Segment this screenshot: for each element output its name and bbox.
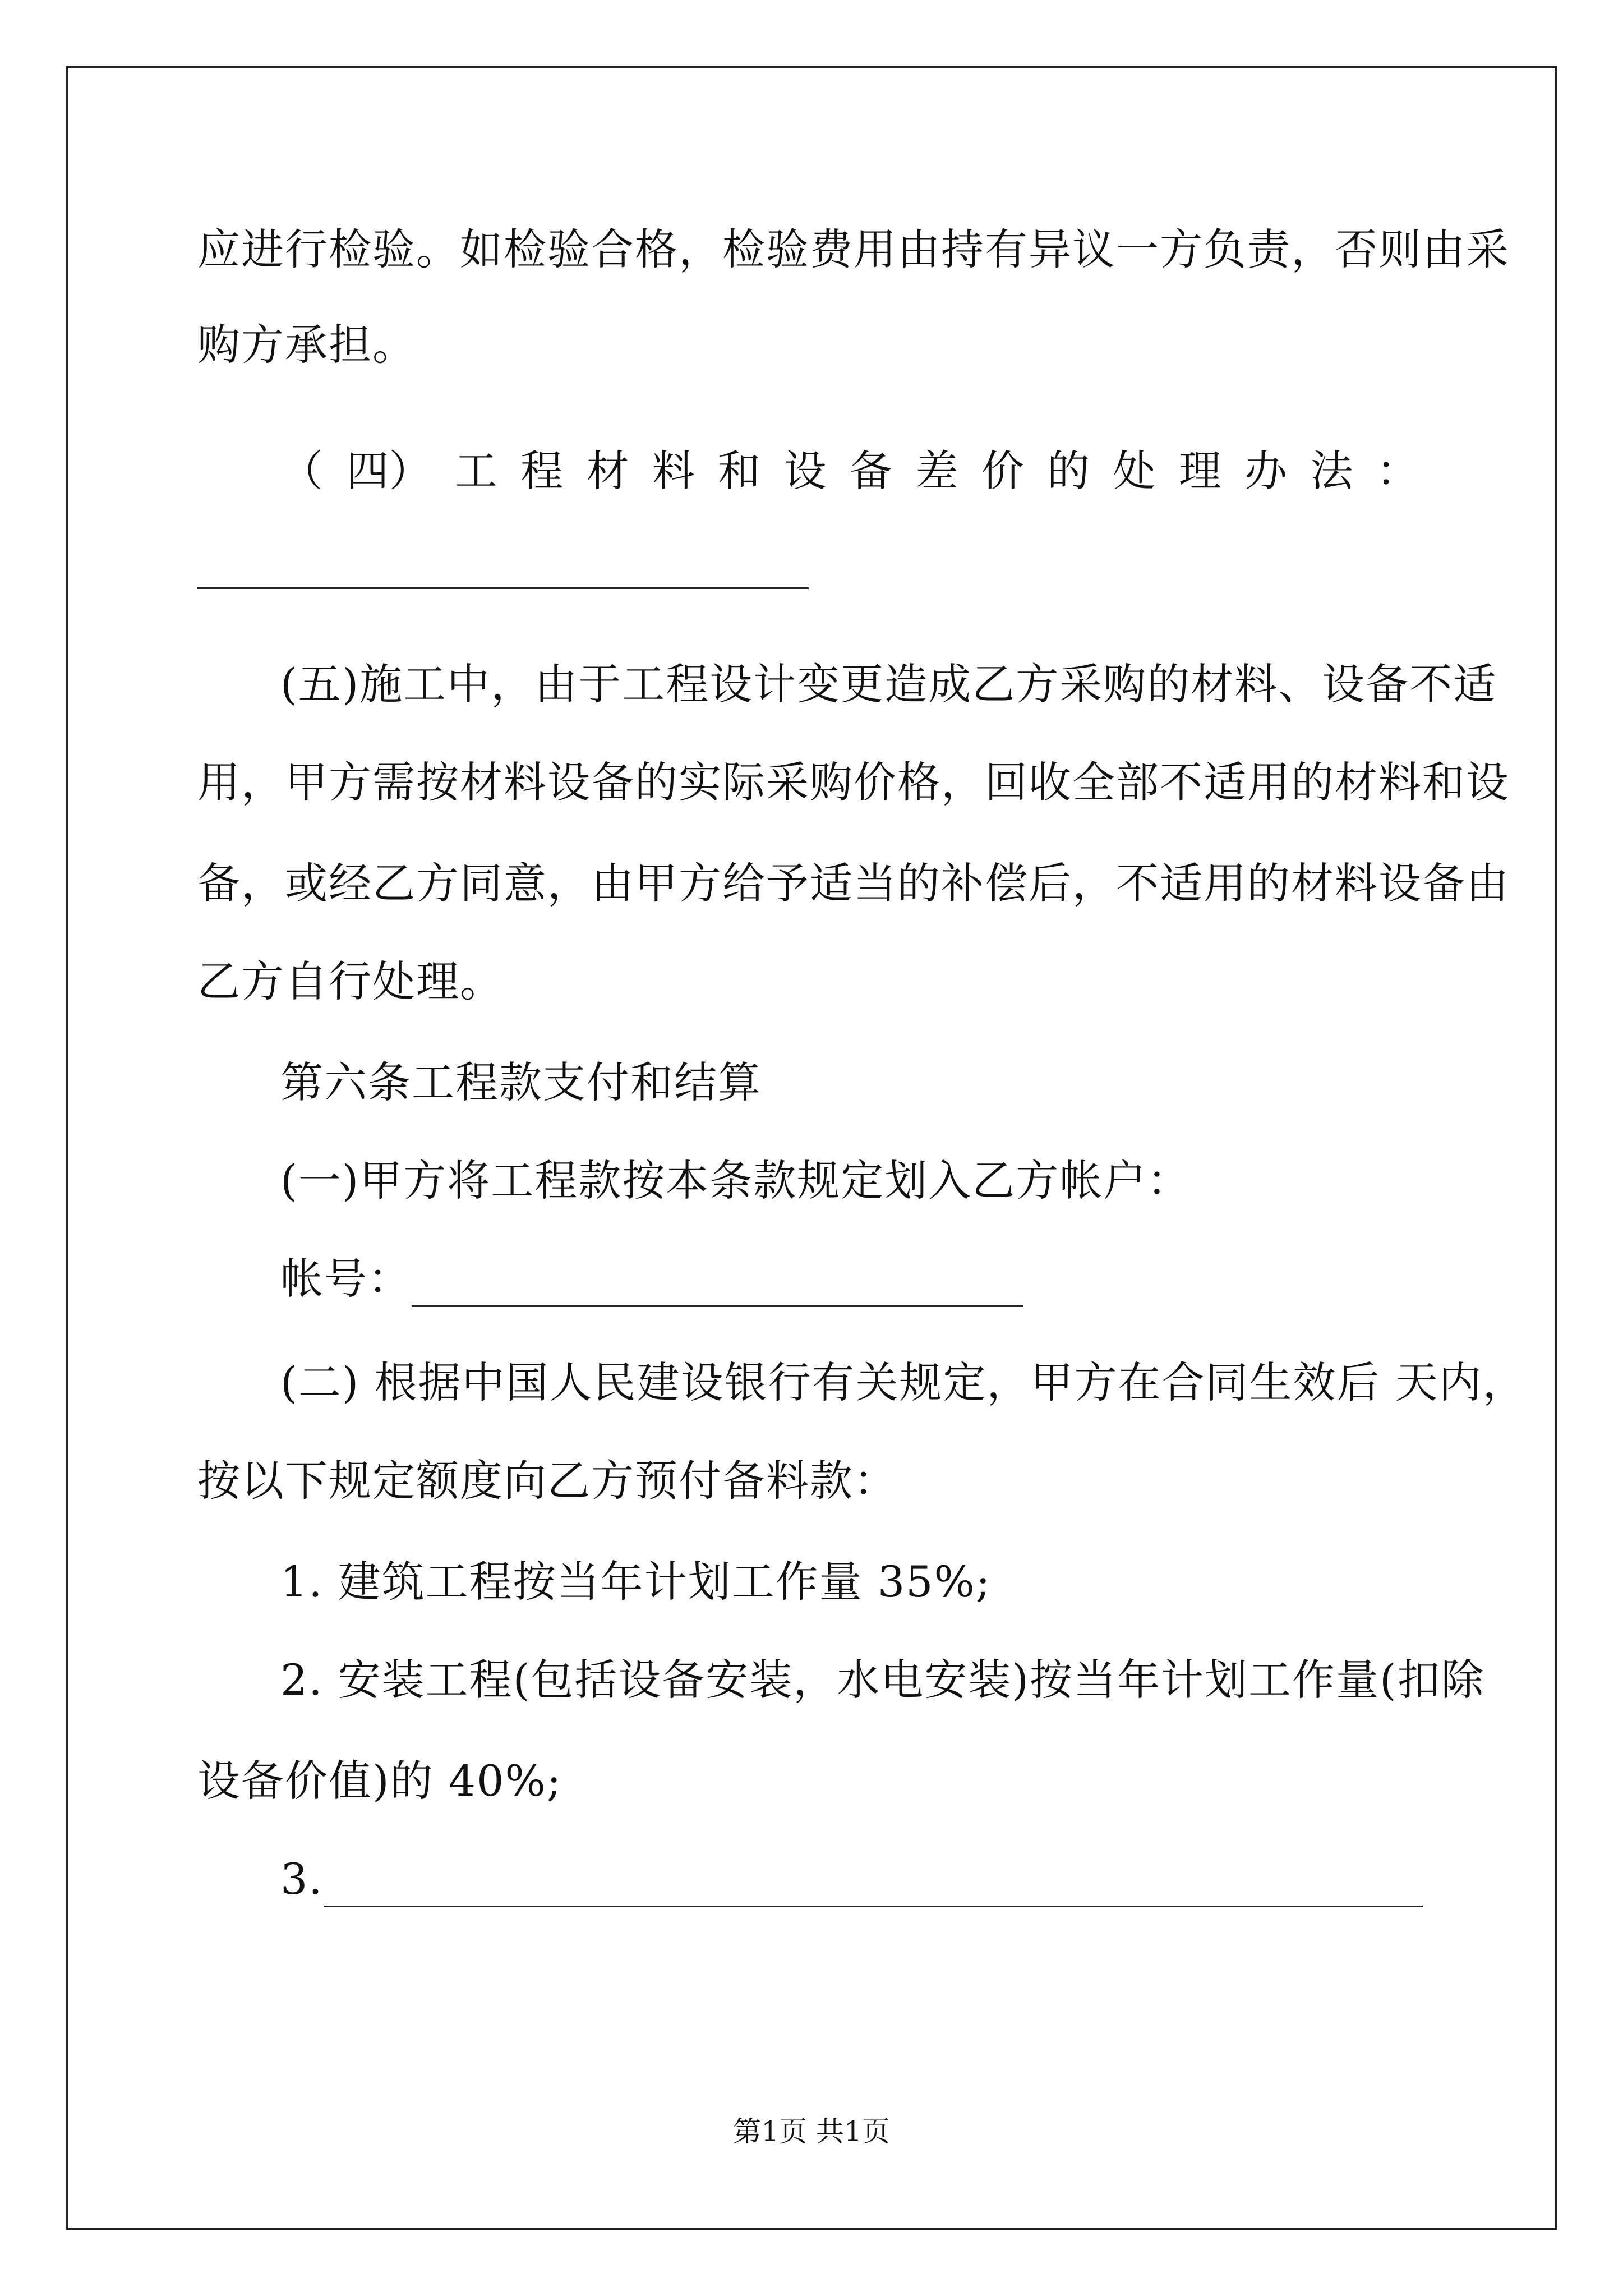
account-label: 帐号： bbox=[280, 1254, 412, 1304]
fill-in-blank[interactable] bbox=[197, 548, 809, 589]
heading-char: 和 bbox=[718, 446, 761, 496]
paragraph-line: 备，或经乙方同意，由甲方给予适当的补偿后，不适用的材料设备由 bbox=[197, 858, 1510, 908]
heading-char: ： bbox=[1376, 446, 1419, 496]
heading-char: 设 bbox=[783, 446, 827, 496]
article-heading: 第六条工程款支付和结算 bbox=[280, 1057, 762, 1107]
heading-char: 料 bbox=[652, 446, 695, 496]
list-item-number: 3. bbox=[280, 1854, 324, 1904]
fill-in-blank-line bbox=[197, 533, 809, 589]
account-number-blank[interactable] bbox=[412, 1266, 1023, 1307]
paragraph-line: 乙方自行处理。 bbox=[197, 956, 504, 1006]
heading-char: （ bbox=[280, 446, 323, 496]
fill-in-blank[interactable] bbox=[324, 1866, 1423, 1907]
account-line bbox=[280, 1251, 1023, 1307]
heading-char: 价 bbox=[981, 446, 1024, 496]
heading-char: 备 bbox=[850, 446, 892, 496]
list-item: 1. 建筑工程按当年计划工作量 35%; bbox=[280, 1557, 992, 1607]
page-footer: 第1页 共1页 bbox=[733, 2115, 890, 2148]
paragraph-line: (一)甲方将工程款按本条款规定划入乙方帐户： bbox=[280, 1156, 1191, 1205]
list-item-continuation: 设备价值)的 40%; bbox=[197, 1756, 562, 1806]
heading-char: 法 bbox=[1310, 446, 1353, 496]
heading-char: 工 bbox=[454, 446, 497, 496]
paragraph-line: 用，甲方需按材料设备的实际采购价格，回收全部不适用的材料和设 bbox=[197, 757, 1510, 807]
heading-char: 四） bbox=[346, 446, 432, 496]
heading-char: 材 bbox=[586, 446, 629, 496]
paragraph-line: 应进行检验。如检验合格，检验费用由持有异议一方负责，否则由采 bbox=[197, 224, 1510, 274]
list-item: 2. 安装工程(包括设备安装，水电安装)按当年计划工作量(扣除 bbox=[280, 1655, 1485, 1705]
heading-char: 处 bbox=[1113, 446, 1156, 496]
section-heading-four bbox=[280, 443, 1419, 499]
heading-char: 的 bbox=[1047, 446, 1090, 496]
heading-char: 理 bbox=[1178, 446, 1221, 496]
paragraph-line: 购方承担。 bbox=[197, 320, 416, 370]
paragraph-line: (五)施工中，由于工程设计变更造成乙方采购的材料、设备不适 bbox=[280, 659, 1497, 709]
paragraph-line: 按以下规定额度向乙方预付备料款： bbox=[197, 1456, 897, 1506]
list-item bbox=[280, 1851, 1423, 1907]
paragraph-line: (二) 根据中国人民建设银行有关规定，甲方在合同生效后 天内， bbox=[280, 1358, 1527, 1407]
heading-char: 办 bbox=[1244, 446, 1288, 496]
heading-char: 差 bbox=[915, 446, 958, 496]
heading-char: 程 bbox=[520, 446, 564, 496]
